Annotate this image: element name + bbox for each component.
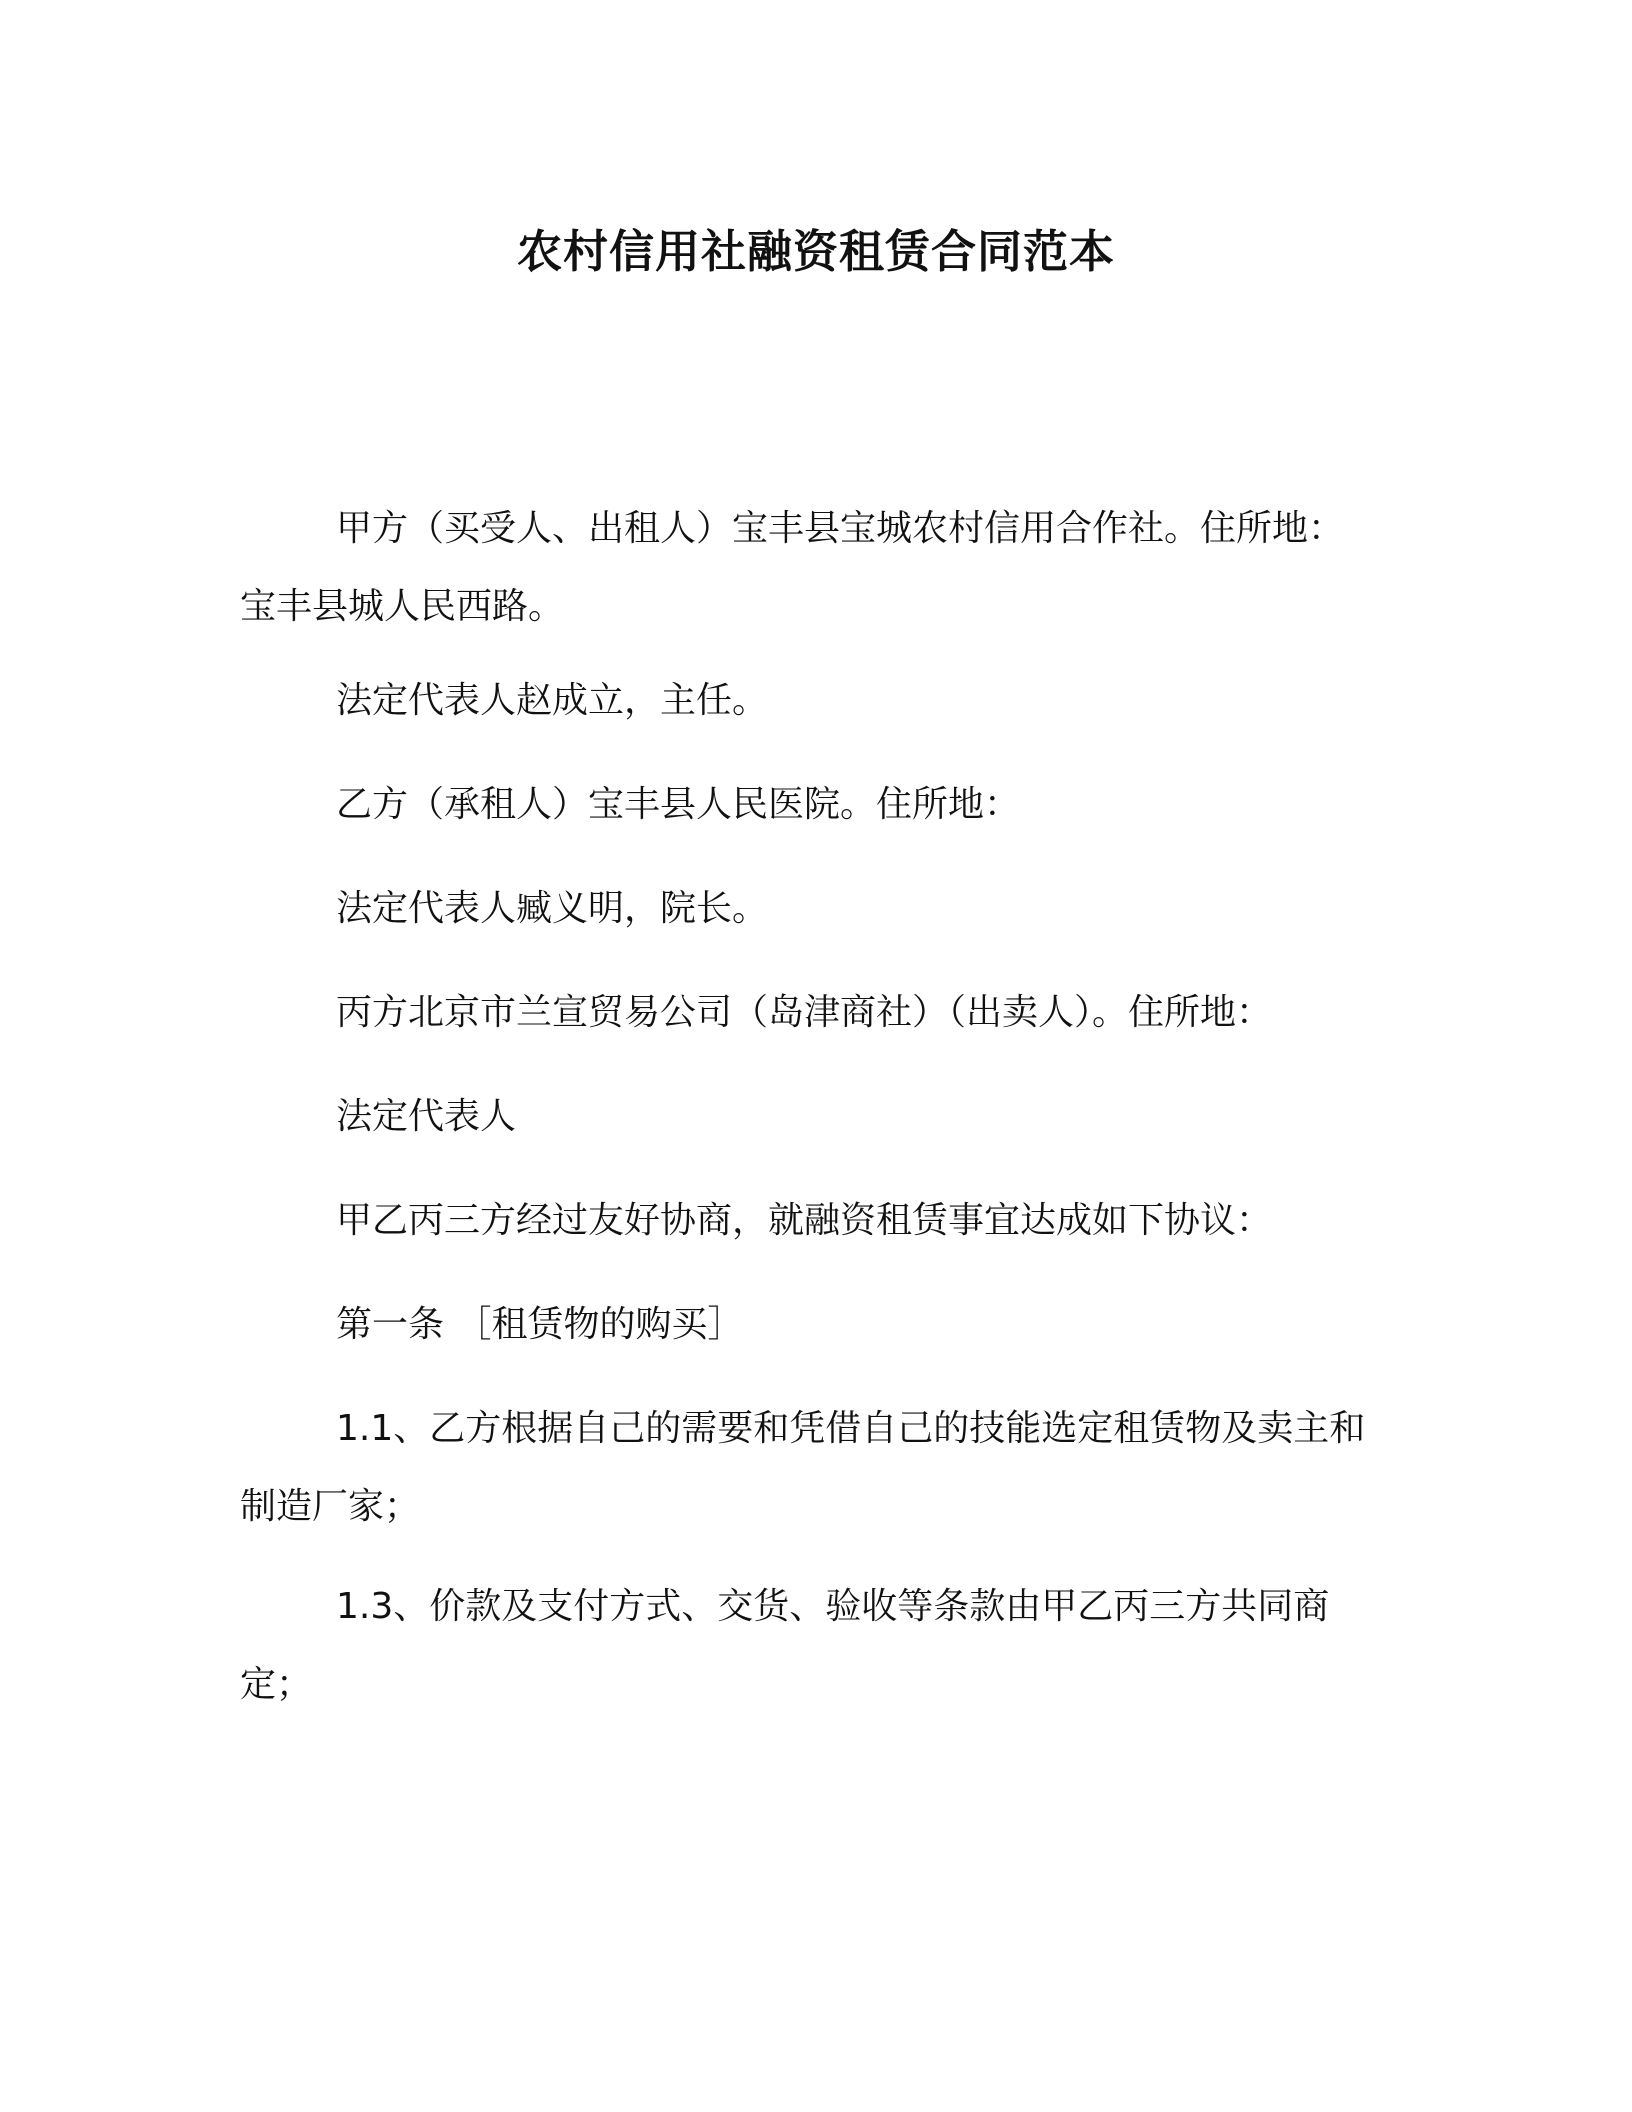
paragraph-clause-1-3: 1.3、价款及支付方式、交货、验收等条款由甲乙丙三方共同商定； [240,1586,1330,1705]
paragraph-party-a: 甲方（买受人、出租人）宝丰县宝城农村信用合作社。住所地：宝丰县城人民西路。 [240,508,1345,627]
paragraph-party-b-representative: 法定代表人臧义明，院长。 [336,888,769,929]
document-title: 农村信用社融资租赁合同范本 [516,225,1115,278]
paragraph-party-c: 丙方北京市兰宣贸易公司（岛津商社）（出卖人）。住所地： [336,992,1273,1033]
paragraph-party-a-representative: 法定代表人赵成立，主任。 [336,680,769,721]
paragraph-party-b: 乙方（承租人）宝丰县人民医院。住所地： [336,784,1021,825]
paragraph-party-c-representative: 法定代表人 [336,1096,517,1137]
paragraph-agreement-intro: 甲乙丙三方经过友好协商，就融资租赁事宜达成如下协议： [336,1200,1273,1241]
paragraph-clause-1-1: 1.1、乙方根据自己的需要和凭借自己的技能选定租赁物及卖主和制造厂家； [240,1408,1366,1527]
paragraph-article-one-heading: 第一条 ［租赁物的购买］ [336,1304,744,1345]
